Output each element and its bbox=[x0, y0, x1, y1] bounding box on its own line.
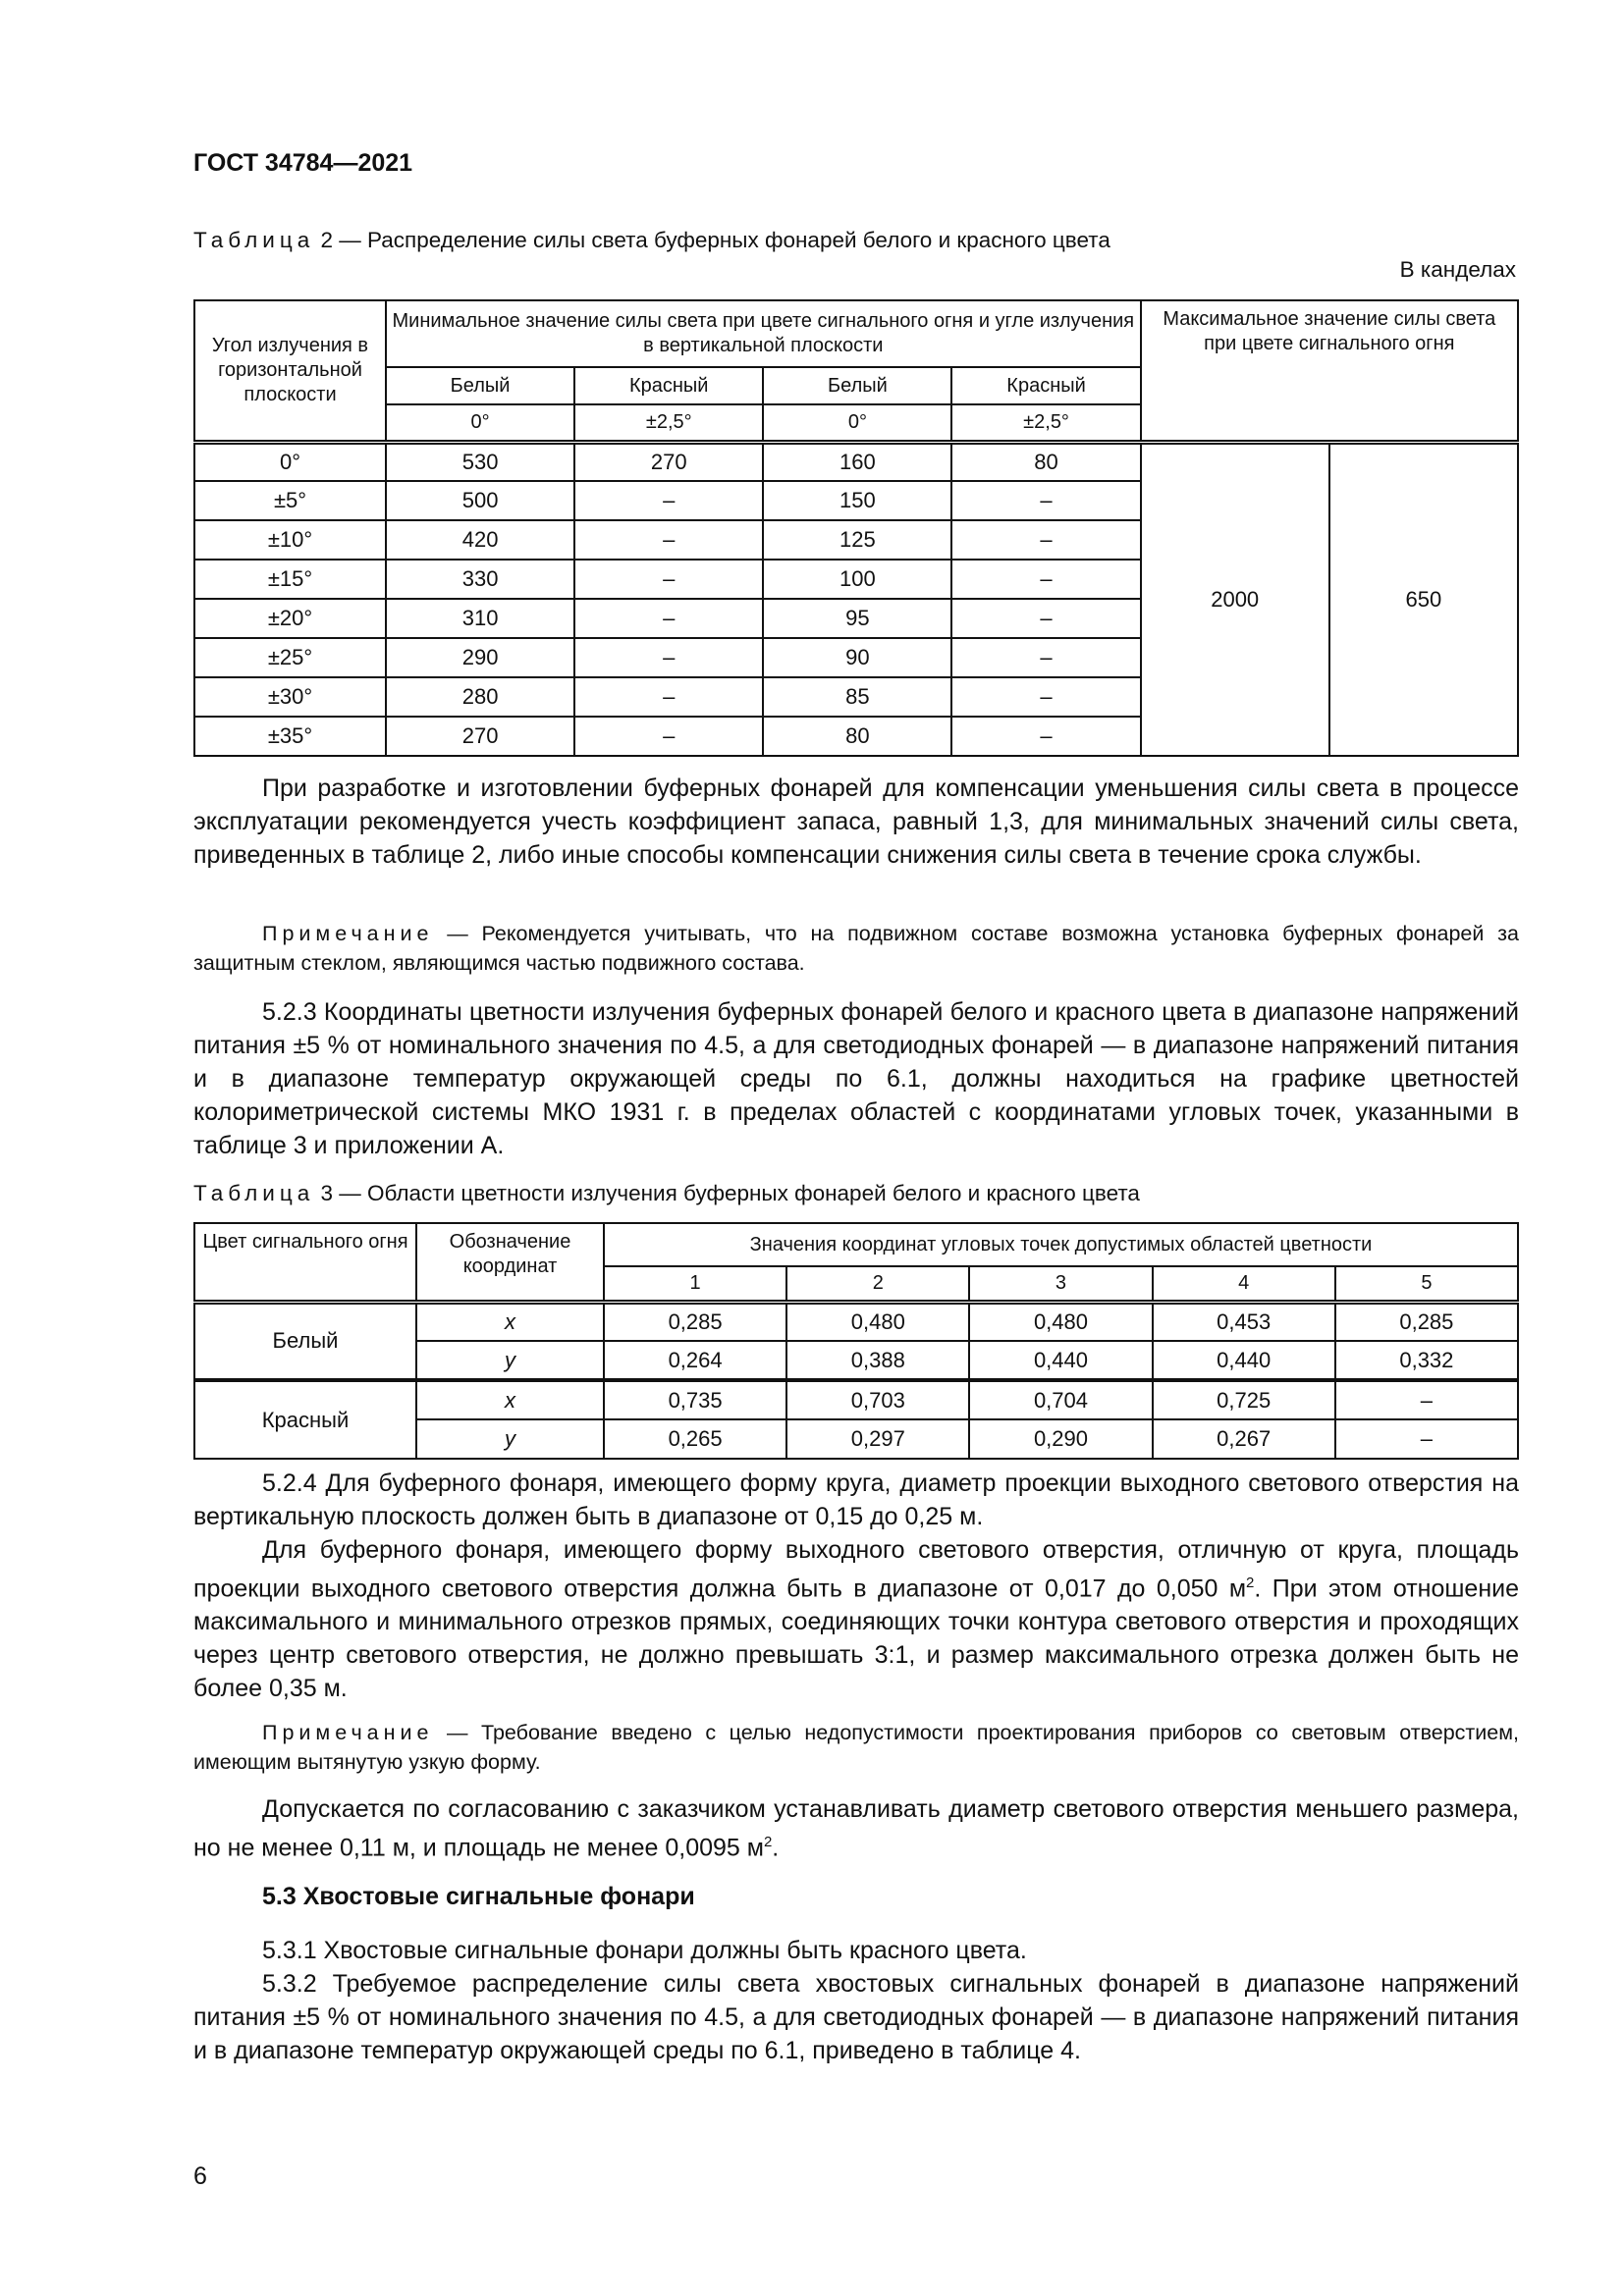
header-values: Значения координат угловых точек допустимых областей цветности bbox=[604, 1223, 1518, 1266]
table3 bbox=[193, 1222, 1519, 1460]
table-cell: 85 bbox=[763, 677, 951, 717]
paragraph-text: . bbox=[772, 1834, 780, 1862]
paragraph-text: Для буферного фонаря, имеющего форму выходного светового отверстия, отличную от круга, площадь проекции выходного светового отверстия должна быть в диапазоне от 0,017 до 0,050 м bbox=[193, 1536, 1519, 1603]
paragraph-reserve-coefficient bbox=[193, 772, 1519, 872]
table-cell: 0,267 bbox=[1153, 1419, 1335, 1459]
table-cell: 0° bbox=[194, 442, 386, 481]
table-cell: 0,440 bbox=[969, 1341, 1152, 1380]
table-cell: 0,725 bbox=[1153, 1380, 1335, 1419]
table-cell: 0,735 bbox=[604, 1380, 786, 1419]
table-cell: 0,285 bbox=[1335, 1302, 1518, 1341]
table-cell: – bbox=[574, 677, 763, 717]
table-cell: – bbox=[951, 520, 1140, 560]
table-cell: ±25° bbox=[194, 638, 386, 677]
table-cell: 150 bbox=[763, 481, 951, 520]
table-cell: 0,290 bbox=[969, 1419, 1152, 1459]
table-cell: – bbox=[1335, 1380, 1518, 1419]
section-heading-5-3: 5.3 Хвостовые сигнальные фонари bbox=[262, 1883, 695, 1910]
note-label: Примечание bbox=[262, 922, 434, 945]
header-vangle: 0° bbox=[386, 404, 574, 442]
page-number: 6 bbox=[193, 2163, 207, 2190]
document-header: ГОСТ 34784—2021 bbox=[193, 149, 413, 177]
table-cell: y bbox=[416, 1341, 604, 1380]
note-2 bbox=[193, 1718, 1519, 1777]
table-cell: 420 bbox=[386, 520, 574, 560]
table-cell: 0,440 bbox=[1153, 1341, 1335, 1380]
superscript: 2 bbox=[1246, 1575, 1255, 1591]
table-cell: – bbox=[574, 717, 763, 756]
header-color: Красный bbox=[574, 367, 763, 404]
table-cell: – bbox=[574, 481, 763, 520]
table-cell: – bbox=[574, 520, 763, 560]
paragraph-text: . При этом отношение максимального и минимального отрезков прямых, соединяющих точки контура светового отверстия и проходящих через центр светового отверстия, не должно превышать 3:1, и размер максимального отрезка должен быть не более 0,35 м. bbox=[193, 1575, 1519, 1703]
note-label: Примечание bbox=[262, 1721, 434, 1744]
table2-units: В канделах bbox=[1399, 257, 1516, 282]
paragraph-5-3 bbox=[193, 1934, 1519, 2067]
table-cell: y bbox=[416, 1419, 604, 1459]
table-cell: – bbox=[574, 560, 763, 599]
table-cell: 0,453 bbox=[1153, 1302, 1335, 1341]
header-min: Минимальное значение силы света при цвете сигнального огня и угле излучения в вертикальной плоскости bbox=[386, 300, 1141, 367]
table2-caption bbox=[193, 228, 1110, 253]
table-cell: 0,265 bbox=[604, 1419, 786, 1459]
table-cell: 530 bbox=[386, 442, 574, 481]
paragraph-text: Допускается по согласованию с заказчиком устанавливать диаметр светового отверстия меньшего размера, но не менее 0,11 м, и площадь не менее 0,0095 м bbox=[193, 1795, 1519, 1862]
table-cell: 500 bbox=[386, 481, 574, 520]
table-cell: ±15° bbox=[194, 560, 386, 599]
table-row bbox=[194, 442, 1518, 481]
paragraph-5-2-3 bbox=[193, 995, 1519, 1162]
header-point: 2 bbox=[786, 1266, 969, 1302]
table-cell: 0,332 bbox=[1335, 1341, 1518, 1380]
table-cell: – bbox=[951, 717, 1140, 756]
table-cell: 0,388 bbox=[786, 1341, 969, 1380]
table-cell: 160 bbox=[763, 442, 951, 481]
note-text: — Рекомендуется учитывать, что на подвижном составе возможна установка буферных фонарей за защитным стеклом, являющимся частью подвижного состава. bbox=[193, 922, 1519, 975]
table2 bbox=[193, 299, 1519, 757]
table-cell: 0,480 bbox=[969, 1302, 1152, 1341]
table-cell: – bbox=[951, 599, 1140, 638]
header-point: 4 bbox=[1153, 1266, 1335, 1302]
paragraph-text: 5.3.2 Требуемое распределение силы света хвостовых сигнальных фонарей в диапазоне напряжений питания ±5 % от номинального значения по 4.5, а для светодиодных фонарей — в диапазоне напряжений питания и в диапазоне температур окружающей среды по 6.1, приведено в таблице 4. bbox=[193, 1970, 1519, 2064]
table-row bbox=[194, 1380, 1518, 1419]
header-color: Цвет сигнального огня bbox=[194, 1223, 416, 1302]
caption-prefix: Таблица bbox=[193, 228, 315, 252]
table-cell: x bbox=[416, 1380, 604, 1419]
table-cell: 0,704 bbox=[969, 1380, 1152, 1419]
table-cell: – bbox=[574, 638, 763, 677]
table-cell: 80 bbox=[951, 442, 1140, 481]
table-cell: – bbox=[951, 677, 1140, 717]
header-coord: Обозначение координат bbox=[416, 1223, 604, 1302]
table-cell-color: Красный bbox=[194, 1380, 416, 1459]
table-cell: 0,285 bbox=[604, 1302, 786, 1341]
table-cell: 125 bbox=[763, 520, 951, 560]
table3-caption bbox=[193, 1181, 1140, 1206]
table-cell: 290 bbox=[386, 638, 574, 677]
paragraph-text: При разработке и изготовлении буферных фонарей для компенсации уменьшения силы света в процессе эксплуатации рекомендуется учесть коэффициент запаса, равный 1,3, для минимальных значений силы света, приведенных в таблице 2, либо иные способы компенсации снижения силы света в течение срока службы. bbox=[193, 774, 1519, 869]
table-cell: ±10° bbox=[194, 520, 386, 560]
table-cell: 330 bbox=[386, 560, 574, 599]
paragraph-text: 5.3.1 Хвостовые сигнальные фонари должны быть красного цвета. bbox=[262, 1937, 1027, 1964]
table-cell: ±5° bbox=[194, 481, 386, 520]
table-cell-max-white: 2000 bbox=[1141, 442, 1329, 756]
header-point: 1 bbox=[604, 1266, 786, 1302]
table-cell-max-red: 650 bbox=[1329, 442, 1518, 756]
header-vangle: 0° bbox=[763, 404, 951, 442]
table-cell: 0,480 bbox=[786, 1302, 969, 1341]
table-cell: 0,297 bbox=[786, 1419, 969, 1459]
note-1 bbox=[193, 919, 1519, 978]
table-cell: – bbox=[951, 638, 1140, 677]
table-cell: 0,264 bbox=[604, 1341, 786, 1380]
table-cell: 100 bbox=[763, 560, 951, 599]
paragraph-allowance bbox=[193, 1792, 1519, 1864]
table-cell: – bbox=[1335, 1419, 1518, 1459]
table-cell: 80 bbox=[763, 717, 951, 756]
table-cell: 270 bbox=[574, 442, 763, 481]
caption-text: 2 — Распределение силы света буферных фонарей белого и красного цвета bbox=[320, 228, 1110, 252]
table-cell: 95 bbox=[763, 599, 951, 638]
table-cell: 310 bbox=[386, 599, 574, 638]
caption-text: 3 — Области цветности излучения буферных фонарей белого и красного цвета bbox=[320, 1181, 1140, 1205]
header-max: Максимальное значение силы света при цвете сигнального огня bbox=[1141, 300, 1518, 442]
table-cell: – bbox=[574, 599, 763, 638]
superscript: 2 bbox=[763, 1834, 773, 1850]
table-cell: 280 bbox=[386, 677, 574, 717]
paragraph-text: 5.2.4 Для буферного фонаря, имеющего форму круга, диаметр проекции выходного светового отверстия на вертикальную плоскость должен быть в диапазоне от 0,15 до 0,25 м. bbox=[193, 1469, 1519, 1530]
table-cell: – bbox=[951, 560, 1140, 599]
table-cell-color: Белый bbox=[194, 1302, 416, 1380]
table-cell: ±20° bbox=[194, 599, 386, 638]
note-text: — Требование введено с целью недопустимости проектирования приборов со световым отверстием, имеющим вытянутую узкую форму. bbox=[193, 1721, 1519, 1774]
paragraph-text: 5.2.3 Координаты цветности излучения буферных фонарей белого и красного цвета в диапазоне напряжений питания ±5 % от номинального значения по 4.5, а для светодиодных фонарей — в диапазоне напряжений питания и в диапазоне температур окружающей среды по 6.1, должны находиться на графике цветностей колориметрической системы МКО 1931 г. в пределах областей с координатами угловых точек, указанными в таблице 3 и приложении А. bbox=[193, 998, 1519, 1159]
table-cell: ±30° bbox=[194, 677, 386, 717]
table-cell: x bbox=[416, 1302, 604, 1341]
header-point: 5 bbox=[1335, 1266, 1518, 1302]
header-vangle: ±2,5° bbox=[574, 404, 763, 442]
header-color: Красный bbox=[951, 367, 1140, 404]
header-point: 3 bbox=[969, 1266, 1152, 1302]
table-row bbox=[194, 1302, 1518, 1341]
table-cell: 270 bbox=[386, 717, 574, 756]
paragraph-area bbox=[193, 1533, 1519, 1705]
caption-prefix: Таблица bbox=[193, 1181, 315, 1205]
table-cell: 90 bbox=[763, 638, 951, 677]
header-angle: Угол излучения в горизонтальной плоскости bbox=[194, 300, 386, 442]
paragraph-5-2-4 bbox=[193, 1467, 1519, 1705]
header-color: Белый bbox=[386, 367, 574, 404]
header-vangle: ±2,5° bbox=[951, 404, 1140, 442]
table-cell: ±35° bbox=[194, 717, 386, 756]
header-color: Белый bbox=[763, 367, 951, 404]
table-cell: – bbox=[951, 481, 1140, 520]
table-cell: 0,703 bbox=[786, 1380, 969, 1419]
